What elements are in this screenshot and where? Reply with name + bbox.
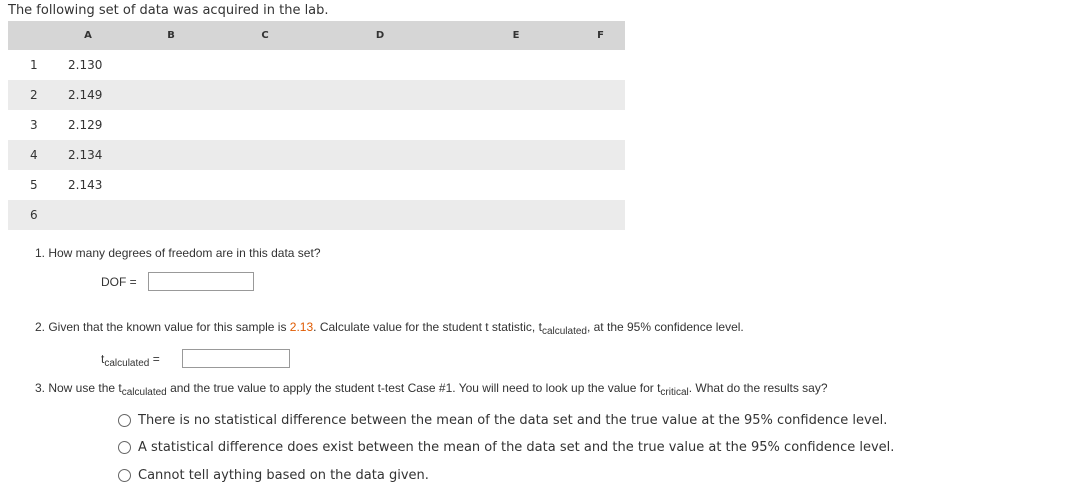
q3-subscript-1: calculated bbox=[121, 387, 167, 398]
row-number: 2 bbox=[30, 88, 38, 102]
radio-button[interactable] bbox=[118, 414, 131, 427]
table-row bbox=[8, 170, 625, 200]
table-row bbox=[8, 140, 625, 170]
row-number: 6 bbox=[30, 208, 38, 222]
dof-label: DOF = bbox=[101, 275, 137, 289]
table-header bbox=[8, 21, 625, 50]
row-number: 4 bbox=[30, 148, 38, 162]
question-3-text bbox=[35, 381, 828, 398]
q3-subscript-2: critical bbox=[660, 387, 689, 398]
intro-text: The following set of data was acquired in the lab. bbox=[8, 3, 329, 18]
cell-a: 2.134 bbox=[68, 148, 103, 162]
question-1-text: 1. How many degrees of freedom are in this data set? bbox=[35, 246, 321, 260]
table-row bbox=[8, 50, 625, 80]
q3-text-c: . What do the results say? bbox=[688, 381, 828, 395]
t-label-subscript: calculated bbox=[104, 358, 150, 369]
t-calculated-label bbox=[101, 352, 160, 369]
column-header-b: B bbox=[167, 30, 175, 41]
radio-button[interactable] bbox=[118, 441, 131, 454]
q2-subscript: calculated bbox=[541, 326, 587, 337]
column-header-a: A bbox=[84, 30, 92, 41]
t-calculated-input[interactable] bbox=[182, 349, 290, 368]
option-difference-exists[interactable] bbox=[118, 440, 894, 455]
cell-a: 2.129 bbox=[68, 118, 103, 132]
column-header-c: C bbox=[261, 30, 269, 41]
option-label: There is no statistical difference between the mean of the data set and the true value at the 95% confidence level. bbox=[138, 413, 888, 428]
option-cannot-tell[interactable] bbox=[118, 468, 429, 483]
t-label-equals: = bbox=[152, 352, 160, 366]
cell-a: 2.130 bbox=[68, 58, 103, 72]
column-header-d: D bbox=[375, 30, 385, 41]
option-no-difference[interactable] bbox=[118, 413, 887, 428]
row-number: 5 bbox=[30, 178, 38, 192]
radio-button[interactable] bbox=[118, 469, 131, 482]
option-label: Cannot tell aything based on the data given. bbox=[138, 468, 429, 483]
option-label: A statistical difference does exist between the mean of the data set and the true value at the 95% confidence level. bbox=[138, 440, 895, 455]
q2-text-mid: . Calculate value for the student t statistic, t bbox=[313, 320, 542, 334]
q2-text-before: 2. Given that the known value for this sample is bbox=[35, 320, 290, 334]
q2-text-after: , at the 95% confidence level. bbox=[586, 320, 744, 334]
table-row bbox=[8, 80, 625, 110]
q3-text-b: and the true value to apply the student t-test Case #1. You will need to look up the value for t bbox=[166, 381, 661, 395]
known-value: 2.13 bbox=[289, 320, 314, 334]
table-row bbox=[8, 110, 625, 140]
q3-text-a: 3. Now use the t bbox=[35, 381, 122, 395]
row-number: 1 bbox=[30, 58, 38, 72]
t-label: t bbox=[101, 352, 105, 366]
column-header-e: E bbox=[512, 30, 520, 41]
question-2-text bbox=[35, 320, 744, 337]
data-table bbox=[8, 21, 625, 230]
row-number: 3 bbox=[30, 118, 38, 132]
cell-a: 2.149 bbox=[68, 88, 103, 102]
table-row bbox=[8, 200, 625, 230]
cell-a: 2.143 bbox=[68, 178, 103, 192]
dof-input[interactable] bbox=[148, 272, 254, 291]
column-header-f: F bbox=[597, 30, 604, 41]
